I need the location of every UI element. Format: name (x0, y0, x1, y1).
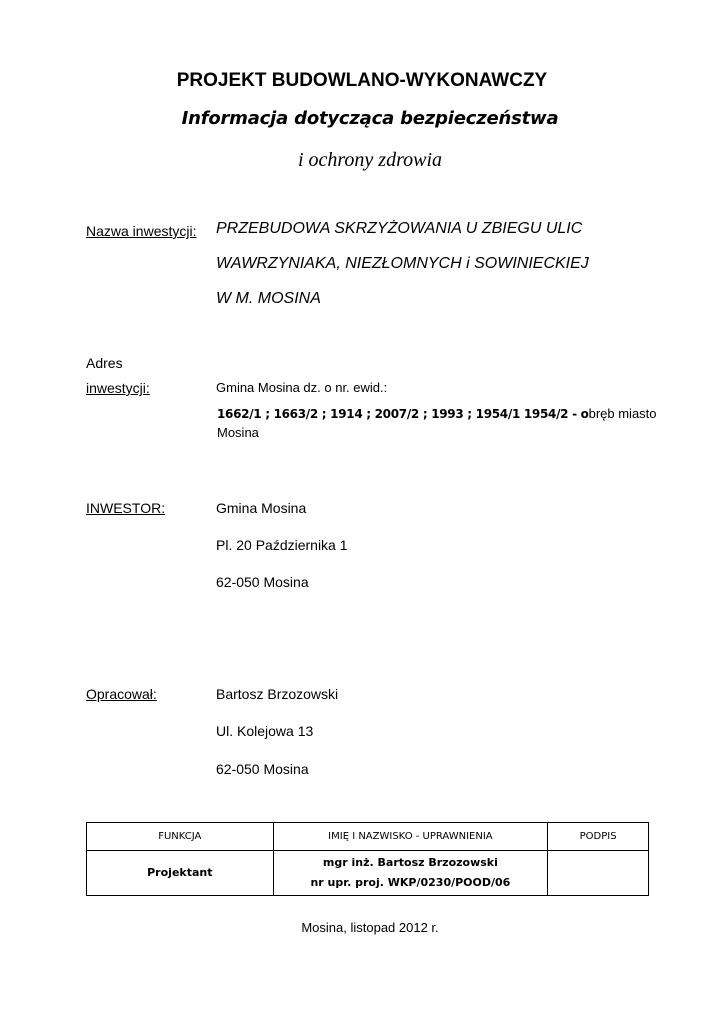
address-line-3: Mosina (217, 425, 259, 440)
row-signature (548, 851, 649, 896)
parcel-rest: bręb miasto (588, 406, 657, 421)
address-line-1: Gmina Mosina dz. o nr. ewid.: (216, 380, 388, 395)
investment-label: Nazwa inwestycji: (86, 223, 197, 239)
row-license: nr upr. proj. WKP/0230/POOD/06 (310, 876, 511, 889)
footer-place-date: Mosina, listopad 2012 r. (301, 920, 439, 935)
investor-city: 62-050 Mosina (216, 574, 309, 590)
document-subtitle-2: i ochrony zdrowia (297, 149, 443, 171)
investor-label: INWESTOR: (86, 500, 166, 516)
address-parcels (217, 406, 657, 421)
document-subtitle-1: Informacja dotycząca bezpieczeństwa (181, 108, 559, 129)
row-function: Projektant (87, 851, 274, 896)
row-name: mgr inż. Bartosz Brzozowski (322, 856, 498, 869)
address-label-line-2: inwestycji: (86, 380, 150, 396)
author-city: 62-050 Mosina (216, 761, 309, 777)
investment-line-1: PRZEBUDOWA SKRZYŻOWANIA U ZBIEGU ULIC (216, 220, 583, 237)
signature-table (86, 822, 649, 896)
header-name: IMIĘ I NAZWISKO - UPRAWNIENIA (273, 823, 548, 851)
header-function: FUNKCJA (87, 823, 274, 851)
author-name: Bartosz Brzozowski (216, 686, 339, 702)
table-row (87, 851, 649, 896)
document-title: PROJEKT BUDOWLANO-WYKONAWCZY (176, 70, 548, 91)
address-label-line-1: Adres (86, 355, 123, 371)
author-street: Ul. Kolejowa 13 (216, 723, 314, 739)
parcel-numbers: 1662/1 ; 1663/2 ; 1914 ; 2007/2 ; 1993 ; 1954/1 1954/2 - o (217, 407, 589, 421)
investment-line-3: W M. MOSINA (216, 290, 321, 307)
author-label: Opracował: (86, 686, 157, 702)
header-signature: PODPIS (548, 823, 649, 851)
row-name-cell (273, 851, 548, 896)
investor-name: Gmina Mosina (216, 500, 307, 516)
investor-street: Pl. 20 Października 1 (216, 537, 348, 553)
investment-line-2: WAWRZYNIAKA, NIEZŁOMNYCH i SOWINIECKIEJ (216, 255, 589, 272)
table-header-row (87, 823, 649, 851)
